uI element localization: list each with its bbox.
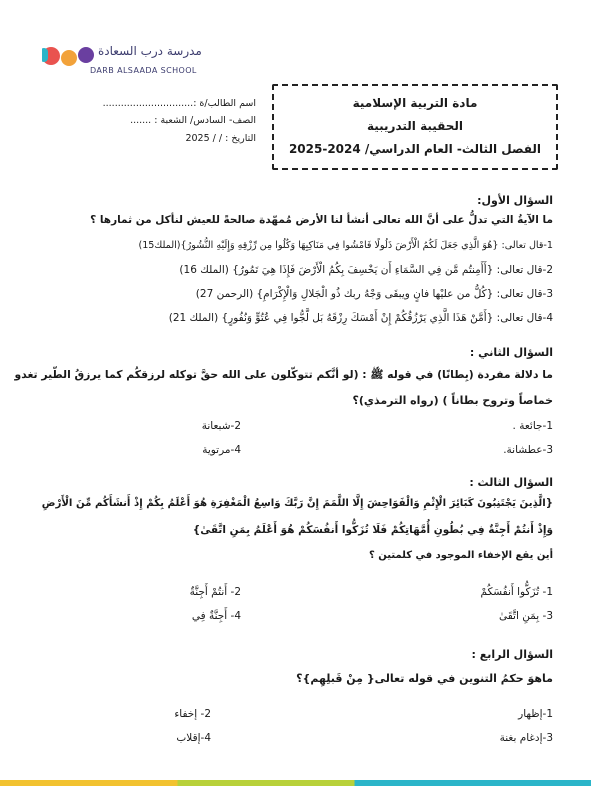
q4-option: 4-إقلاب	[176, 732, 211, 744]
q2-option: 1-جائعة .	[512, 420, 553, 432]
q3-option: 1- تُزَكُّوا أَنفُسَكُمْ	[480, 586, 553, 598]
q3-title: السؤال الثالث :	[469, 476, 553, 489]
q1-option: 2-قال تعالى: {أَأَمِنتُم مَّن فِي السَّمَاءِ أَن يَخْسِفَ بِكُمُ الْأَرْضَ فَإِذَا هِيَ تَمُورُ} (الملك 16)	[179, 264, 553, 276]
q4-option: 1-إظهار	[518, 708, 553, 720]
q3-option: 3- بِمَنِ اتَّقَىٰ	[498, 610, 553, 622]
footer-color-bar	[0, 780, 591, 786]
school-name-en: DARB ALSAADA SCHOOL	[90, 66, 197, 75]
q1-option: 4-قال تعالى: {أَمَّنْ هَذَا الَّذِي يَرْزُقُكُمْ إِنْ أَمْسَكَ رِزْقَهُ بَل لَّجُّوا فِي عُتُوٍّ وَنُفُورٍ} (الملك 21)	[168, 312, 553, 324]
date-field: التاريخ : / / 2025	[185, 133, 256, 144]
q1-option: 1-قال تعالى: {هُوَ الَّذِي جَعَلَ لَكُمُ الْأَرْضَ ذَلُولًا فَامْشُوا فِي مَنَاكِبِهَا وَكُلُوا مِن رِّزْقِهِ وَإِلَيْهِ النُّشُورُ}(الملك15)	[138, 240, 553, 251]
school-name-ar: مدرسة درب السعادة	[98, 44, 202, 58]
q4-title: السؤال الرابع :	[471, 648, 553, 661]
q2-question-line2: خماصاً وتروح بطاناً ) (رواه الترمذي)؟	[352, 394, 553, 407]
q2-option: 2-شبعانة	[201, 420, 241, 432]
term-title: الفصل الثالث- العام الدراسي/ 2024-2025	[288, 142, 542, 156]
q3-verse-line1: {الَّذِينَ يَجْتَنِبُونَ كَبَائِرَ الْإِثْمِ وَالْفَوَاحِشَ إِلَّا اللَّمَمَ إِنَّ رَبَّكَ وَاسِعُ الْمَغْفِرَةِ هُوَ أَعْلَمُ بِكُمْ إِذْ أَنشَأَكُم مِّنَ الْأَرْضِ	[41, 498, 553, 509]
q4-option: 2- إخفاء	[174, 708, 211, 720]
q2-title: السؤال الثاني :	[469, 346, 553, 359]
q3-verse-line2: وَإِذْ أَنتُمْ أَجِنَّةٌ فِي بُطُونِ أُمَّهَاتِكُمْ فَلَا تُزَكُّوا أَنفُسَكُمْ هُوَ أَعْلَمُ بِمَنِ اتَّقَىٰ}	[192, 524, 553, 536]
q2-option: 3-عطشانة.	[503, 444, 553, 456]
class-field: الصف- السادس/ الشعبة : .......	[130, 115, 256, 126]
q3-option: 4- أَجِنَّةٌ فِي	[191, 610, 241, 622]
q1-option: 3-قال تعالى: {كُلُّ من عليْها فانٍ ويبقَى وَجْهُ ربك ذُو الْجَلالِ وَالْإِكْرَامِ} (الرحمن 27)	[195, 288, 553, 300]
student-name-field: اسم الطالب/ة :..............................	[102, 98, 256, 109]
q1-question: ما الآيةُ التي تدلُّ على أنَّ الله تعالى أنشأ لنا الأرض مُمهّدة صالحةً للعيش لنأكل من ثمارها ؟	[90, 214, 553, 226]
q4-option: 3-إدغام بغنة	[499, 732, 553, 744]
header-box	[272, 84, 558, 170]
q4-question: ماهوَ حكمُ التنوين في قوله تعالى{ مِنْ قَبلِهِم}؟	[296, 672, 553, 685]
bag-title: الحقيبة التدريبية	[366, 119, 464, 133]
q2-question-line1: ما دلالة مفردة (بِطانًا) في قوله ﷺ : (لو أنَّكم تتوكّلون على الله حقَّ توكله لرزقكُم كما يرزقُ الطّير تغدو	[14, 368, 553, 381]
subject-title: مادة التربية الإسلامية	[352, 96, 478, 110]
q3-question: أين يقع الإخفاء الموجود في كلمتين ؟	[369, 550, 553, 561]
q2-option: 4-مرتوية	[202, 444, 241, 456]
q1-title: السؤال الأول:	[477, 194, 553, 207]
q3-option: 2- أَنتُمْ أَجِنَّةٌ	[189, 586, 241, 598]
